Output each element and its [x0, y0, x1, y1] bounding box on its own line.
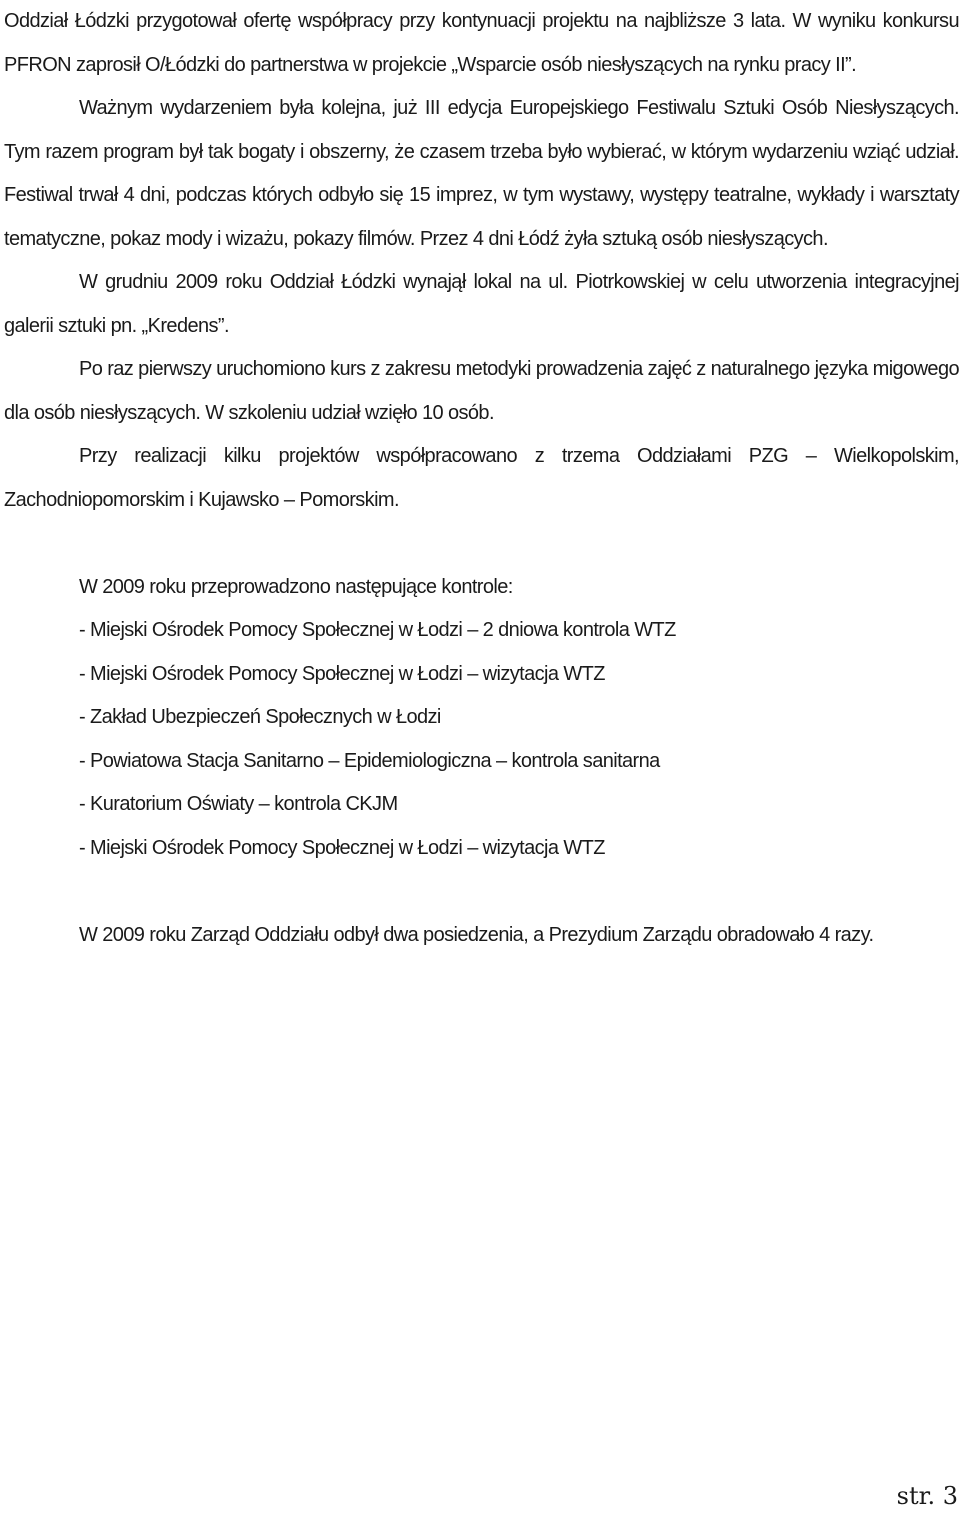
document-body	[4, 0, 959, 957]
paragraph-board-meetings: W 2009 roku Zarząd Oddziału odbył dwa posiedzenia, a Prezydium Zarządu obradowało 4 razy.	[79, 923, 874, 946]
paragraph-cooperation: Przy realizacji kilku projektów współpracowano z trzema Oddziałami PZG – Wielkopolskim, Zachodniopomorskim i Kujawsko – Pomorskim.	[4, 445, 959, 511]
list-item: - Zakład Ubezpieczeń Społecznych w Łodzi	[79, 706, 441, 728]
list-item: - Kuratorium Oświaty – kontrola CKJM	[79, 793, 398, 815]
section-gap	[4, 870, 959, 914]
list-item: - Miejski Ośrodek Pomocy Społecznej w Łodzi – wizytacja WTZ	[79, 662, 605, 685]
controls-intro: W 2009 roku przeprowadzono następujące kontrole:	[79, 575, 513, 598]
page-number: str. 3	[896, 1482, 958, 1510]
list-item: - Miejski Ośrodek Pomocy Społecznej w Łodzi – wizytacja WTZ	[79, 836, 605, 859]
paragraph-sign-language-course: Po raz pierwszy uruchomiono kurs z zakresu metodyki prowadzenia zajęć z naturalnego języka migowego dla osób niesłyszących. W szkoleniu udział wzięło 10 osób.	[4, 358, 959, 424]
section-gap	[4, 522, 959, 566]
paragraph-festival: Ważnym wydarzeniem była kolejna, już III edycja Europejskiego Festiwalu Sztuki Osób Niesłyszących. Tym razem program był tak bogaty i obszerny, że czasem trzeba było wybierać, w którym wydarzeniu wziąć udział. Festiwal trwał 4 dni, podczas których odbyło się 15 imprez, w tym wystawy, występy teatralne, wykłady i warsztaty tematyczne, pokaz mody i wizażu, pokazy filmów. Przez 4 dni Łódź żyła sztuką osób niesłyszących.	[4, 97, 959, 250]
paragraph-gallery: W grudniu 2009 roku Oddział Łódzki wynajął lokal na ul. Piotrkowskiej w celu utworzenia integracyjnej galerii sztuki pn. „Kredens”.	[4, 271, 959, 337]
list-item: - Miejski Ośrodek Pomocy Społecznej w Łodzi – 2 dniowa kontrola WTZ	[79, 619, 676, 641]
list-item: - Powiatowa Stacja Sanitarno – Epidemiologiczna – kontrola sanitarna	[79, 749, 660, 772]
paragraph-pfron-offer: Oddział Łódzki przygotował ofertę współpracy przy kontynuacji projektu na najbliższe 3 lata. W wyniku konkursu PFRON zaprosił O/Łódzki do partnerstwa w projekcie „Wsparcie osób niesłyszących na rynku pracy II”.	[4, 10, 959, 76]
controls-section	[4, 566, 959, 871]
